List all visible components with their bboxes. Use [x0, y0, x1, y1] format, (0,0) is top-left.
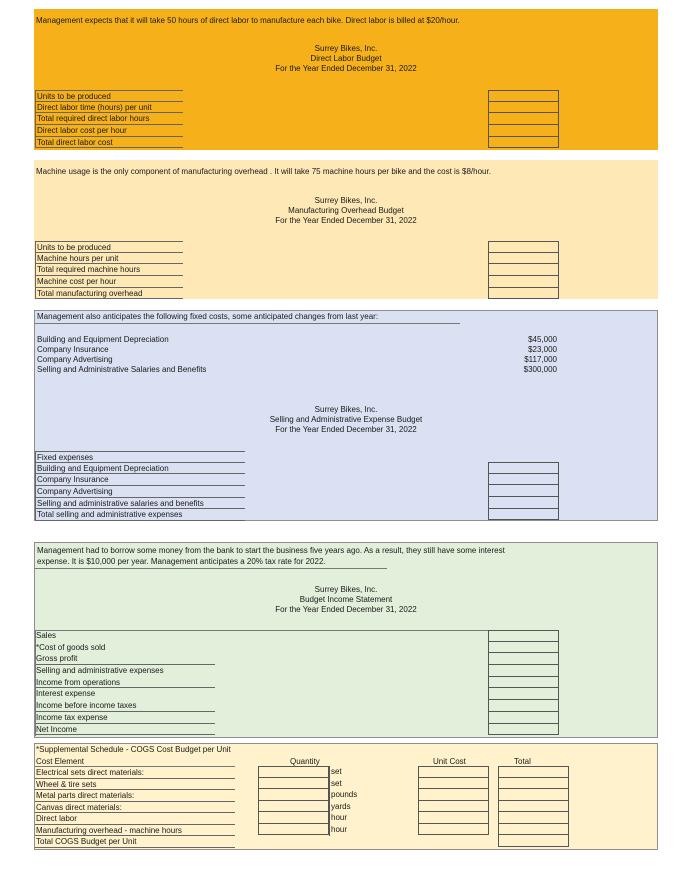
cost-element-label: Canvas direct materials:: [35, 802, 235, 814]
row-label: Sales: [36, 631, 57, 640]
income-top-border: [35, 630, 557, 631]
cost-element-label: Total COGS Budget per Unit: [35, 836, 235, 848]
quantity-cell[interactable]: [258, 812, 329, 824]
overhead-intro: Machine usage is the only component of manufacturing overhead . It will take 75 machine hours per bike and the cost is $8/hour.: [36, 167, 491, 176]
row-label: Company Insurance: [35, 474, 245, 486]
intro-underline: [35, 568, 387, 569]
input-cell[interactable]: [488, 724, 559, 736]
row-label: Machine cost per hour: [35, 276, 183, 288]
income-header: [34, 585, 658, 615]
income-intro-line1: Management had to borrow some money from the bank to start the business five years ago. As a result, they still have some interest: [37, 546, 505, 555]
cost-element-label: Direct labor: [35, 813, 235, 825]
total-cell[interactable]: [498, 812, 569, 824]
cogs-labels: [35, 767, 235, 848]
total-cell[interactable]: [498, 801, 569, 813]
col-header-element: Cost Element: [36, 757, 85, 766]
cogs-schedule-title: *Supplemental Schedule - COGS Cost Budget per Unit: [36, 745, 231, 754]
input-cell[interactable]: [488, 497, 559, 509]
unit-label: set: [331, 767, 342, 776]
row-label: Total required direct labor hours: [35, 113, 183, 125]
overhead-header: [34, 196, 658, 226]
cost-element-label: Wheel & tire sets: [35, 779, 235, 791]
budget-period: For the Year Ended December 31, 2022: [275, 216, 417, 225]
statement-period: For the Year Ended December 31, 2022: [275, 605, 417, 614]
cost-element-label: Metal parts direct materials:: [35, 790, 235, 802]
unit-cost-cell[interactable]: [418, 801, 489, 813]
unit-label: set: [331, 778, 342, 788]
quantity-cell[interactable]: [258, 766, 329, 778]
row-label: Income tax expense: [35, 712, 215, 724]
col-header-quantity: Quantity: [290, 757, 320, 766]
income-inputs: [488, 630, 559, 735]
unit-cost-cell[interactable]: [418, 812, 489, 824]
cogs-schedule-section: [34, 743, 658, 850]
fixed-cost-label: Selling and Administrative Salaries and Benefits: [37, 365, 207, 374]
unit-label: hour: [331, 813, 348, 822]
total-cell[interactable]: [498, 835, 569, 847]
fixed-cost-amount: $23,000: [528, 345, 557, 354]
row-label: Company Advertising: [35, 486, 245, 498]
unit-cost-cell[interactable]: [418, 778, 489, 790]
input-cell[interactable]: [488, 241, 559, 253]
input-cell[interactable]: [488, 90, 559, 102]
input-cell[interactable]: [488, 102, 559, 114]
company-name: Surrey Bikes, Inc.: [314, 196, 378, 205]
total-cell[interactable]: [498, 824, 569, 836]
row-label: Units to be produced: [35, 241, 183, 253]
total-cell[interactable]: [498, 778, 569, 790]
row-label: Total direct labor cost: [35, 137, 183, 149]
fixed-cost-amount: $117,000: [524, 355, 557, 364]
direct-labor-section: [34, 9, 658, 150]
quantity-cell[interactable]: [258, 789, 329, 801]
direct-labor-inputs: [488, 90, 559, 148]
quantity-cell[interactable]: [258, 778, 329, 790]
income-statement-section: [34, 542, 658, 738]
input-cell[interactable]: [488, 125, 559, 137]
total-cell[interactable]: [498, 789, 569, 801]
input-cell[interactable]: [488, 253, 559, 265]
unit-label: yards: [331, 801, 351, 811]
unit-label: pounds: [331, 790, 358, 799]
income-intro-line2: expense. It is $10,000 per year. Management anticipates a 20% tax rate for 2022.: [37, 557, 326, 566]
input-cell[interactable]: [488, 653, 559, 665]
row-label: Total required machine hours: [35, 264, 183, 276]
row-label: Units to be produced: [35, 90, 183, 102]
selling-admin-section: [34, 310, 658, 521]
row-label: Selling and administrative salaries and benefits: [35, 498, 245, 510]
unit-cost-cell[interactable]: [418, 789, 489, 801]
company-name: Surrey Bikes, Inc.: [314, 44, 378, 53]
input-cell[interactable]: [488, 642, 559, 654]
input-cell[interactable]: [488, 677, 559, 689]
fixed-cost-label: Company Insurance: [37, 345, 109, 354]
row-label: Total selling and administrative expenses: [35, 509, 245, 521]
quantity-cell[interactable]: [258, 824, 329, 836]
row-label: Income from operations: [35, 677, 215, 689]
row-label: Gross profit: [35, 653, 215, 665]
row-label: Machine hours per unit: [35, 253, 183, 265]
unit-label: hour: [331, 824, 348, 834]
direct-labor-intro: Management expects that it will take 50 hours of direct labor to manufacture each bike. Direct labor is billed at $20/hour.: [36, 16, 460, 25]
budget-period: For the Year Ended December 31, 2022: [275, 64, 417, 73]
input-cell[interactable]: [488, 485, 559, 497]
row-label: Fixed expenses: [35, 451, 245, 463]
cogs-quantity-inputs: [258, 766, 329, 835]
selling-admin-inputs: [488, 462, 559, 520]
row-label: *Cost of goods sold: [36, 642, 106, 652]
selling-admin-header: [34, 405, 658, 435]
total-cell[interactable]: [498, 766, 569, 778]
overhead-labels: [35, 241, 183, 299]
fixed-cost-amount: $45,000: [528, 335, 557, 344]
row-label: Total manufacturing overhead: [35, 288, 183, 300]
fixed-cost-amounts: [495, 335, 557, 375]
unit-cost-cell[interactable]: [418, 766, 489, 778]
fixed-cost-label: Building and Equipment Depreciation: [37, 335, 169, 344]
quantity-cell[interactable]: [258, 801, 329, 813]
budget-title: Manufacturing Overhead Budget: [288, 206, 404, 215]
intro-underline: [35, 323, 460, 324]
cogs-total-inputs: [498, 766, 569, 847]
row-label: Direct labor time (hours) per unit: [35, 102, 183, 114]
input-cell[interactable]: [488, 462, 559, 474]
budget-title: Selling and Administrative Expense Budget: [269, 415, 423, 424]
input-cell[interactable]: [488, 113, 559, 125]
income-labels: [35, 630, 215, 735]
col-header-total: Total: [514, 757, 531, 766]
statement-title: Budget Income Statement: [299, 595, 393, 604]
input-cell[interactable]: [488, 712, 559, 724]
input-cell[interactable]: [488, 688, 559, 700]
row-label: Net Income: [35, 724, 215, 736]
company-name: Surrey Bikes, Inc.: [314, 585, 378, 594]
input-cell[interactable]: [488, 264, 559, 276]
fixed-cost-label: Company Advertising: [37, 355, 113, 364]
direct-labor-header: [34, 44, 658, 74]
input-cell[interactable]: [488, 509, 559, 521]
input-cell[interactable]: [488, 276, 559, 288]
row-label: Building and Equipment Depreciation: [35, 463, 245, 475]
unit-cost-cell[interactable]: [418, 824, 489, 836]
row-label: Selling and administrative expenses: [36, 666, 164, 676]
company-name: Surrey Bikes, Inc.: [314, 405, 378, 414]
fixed-cost-labels: [36, 335, 296, 375]
input-cell[interactable]: [488, 665, 559, 677]
selling-admin-labels: [35, 451, 245, 521]
col-header-unit-cost: Unit Cost: [433, 757, 466, 766]
cost-element-label: Manufacturing overhead - machine hours: [35, 825, 235, 837]
cost-element-label: Electrical sets direct materials:: [35, 767, 235, 779]
row-label: Income before income taxes: [35, 700, 215, 712]
unit-col-divider: [329, 766, 330, 836]
row-label: Interest expense: [36, 689, 96, 699]
direct-labor-labels: [35, 90, 183, 148]
input-cell[interactable]: [488, 474, 559, 486]
input-cell[interactable]: [488, 700, 559, 712]
input-cell[interactable]: [488, 137, 559, 149]
input-cell[interactable]: [488, 288, 559, 300]
overhead-inputs: [488, 241, 559, 299]
budget-title: Direct Labor Budget: [310, 54, 382, 63]
fixed-cost-amount: $300,000: [523, 365, 557, 374]
row-label: Direct labor cost per hour: [35, 125, 183, 137]
cogs-unit-cost-inputs: [418, 766, 489, 835]
budget-period: For the Year Ended December 31, 2022: [275, 425, 417, 434]
overhead-section: [34, 160, 658, 299]
income-left-border: [35, 630, 36, 736]
input-cell[interactable]: [488, 630, 559, 642]
selling-admin-intro: Management also anticipates the following fixed costs, some anticipated changes from last year:: [37, 312, 379, 321]
